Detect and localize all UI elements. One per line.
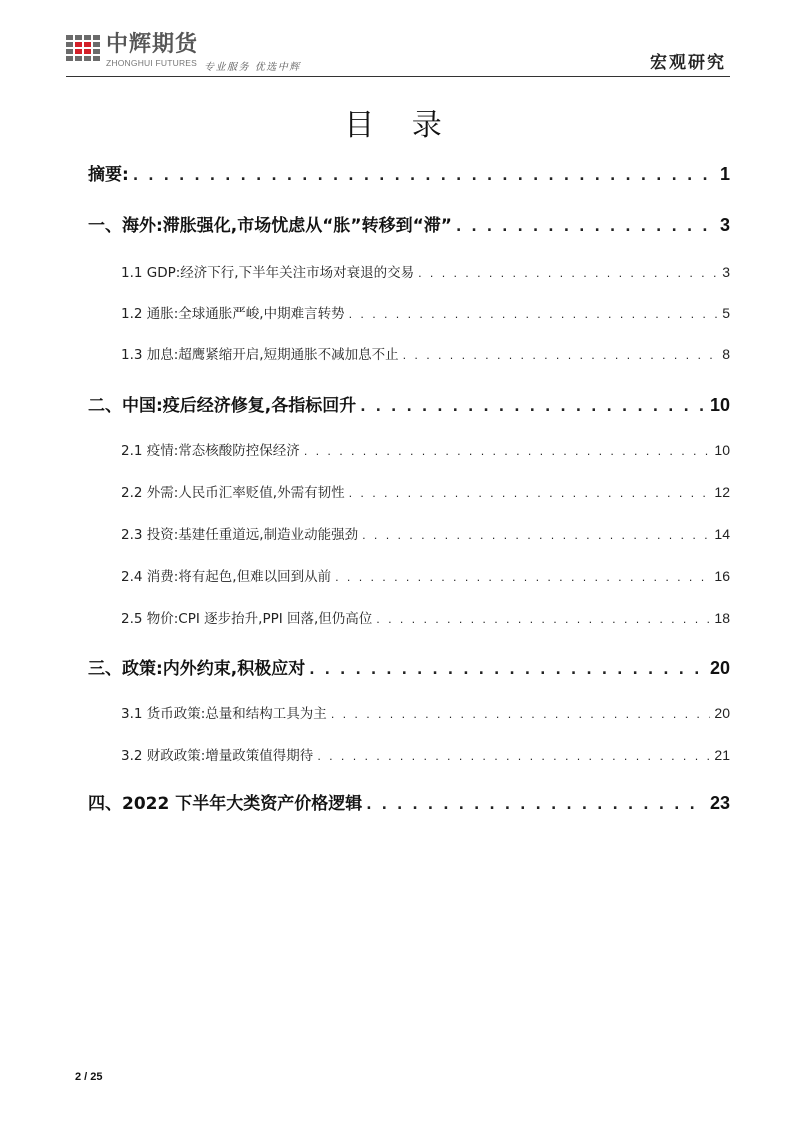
dot-leader bbox=[360, 399, 706, 415]
dot-leader bbox=[317, 750, 710, 763]
page-number: 2 / 25 bbox=[75, 1071, 103, 1083]
toc-entry-label: 摘要: bbox=[88, 165, 129, 185]
page-header bbox=[66, 30, 730, 77]
dot-leader bbox=[331, 708, 711, 721]
toc-entry-2-4[interactable] bbox=[121, 565, 730, 585]
toc-entry-label: 3.1 货币政策:总量和结构工具为主 bbox=[121, 706, 327, 722]
toc-entry-page: 12 bbox=[714, 484, 730, 500]
dot-leader bbox=[456, 219, 716, 235]
toc-entry-3-2[interactable] bbox=[121, 744, 730, 764]
dot-leader bbox=[349, 487, 711, 500]
toc-entry-label: 2.5 物价:CPI 逐步抬升,PPI 回落,但仍高位 bbox=[121, 611, 373, 627]
company-slogan: 专业服务 优选中辉 bbox=[204, 62, 301, 73]
logo-grid-icon bbox=[66, 35, 100, 61]
toc-entry-page: 16 bbox=[714, 568, 730, 584]
toc-entry-label: 1.3 加息:超鹰紧缩开启,短期通胀不减加息不止 bbox=[121, 347, 399, 363]
dot-leader bbox=[376, 613, 710, 626]
toc-entry-1-1[interactable] bbox=[121, 261, 730, 281]
dot-leader bbox=[418, 267, 718, 280]
dot-leader bbox=[349, 308, 719, 321]
toc-entry-page: 18 bbox=[714, 610, 730, 626]
toc-entry-page: 20 bbox=[714, 705, 730, 721]
toc-entry-2-1[interactable] bbox=[121, 439, 730, 459]
toc-entry-page: 5 bbox=[722, 305, 730, 321]
toc-entry-page: 3 bbox=[719, 215, 730, 235]
toc-entry-label: 2.3 投资:基建任重道远,制造业动能强劲 bbox=[121, 527, 359, 543]
toc-entry-page: 10 bbox=[714, 442, 730, 458]
dot-leader bbox=[133, 168, 716, 184]
company-name-cn: 中辉期货 bbox=[106, 32, 199, 57]
toc-entry-label: 1.1 GDP:经济下行,下半年关注市场对衰退的交易 bbox=[121, 265, 415, 281]
section-tag: 宏观研究 bbox=[650, 53, 726, 73]
toc-entry-summary[interactable] bbox=[88, 160, 730, 185]
dot-leader bbox=[309, 662, 706, 678]
toc-entry-section-3[interactable] bbox=[88, 654, 730, 679]
toc-entry-page: 1 bbox=[719, 164, 730, 184]
toc-entry-label: 2.2 外需:人民币汇率贬值,外需有韧性 bbox=[121, 485, 345, 501]
toc-entry-label: 二、中国:疫后经济修复,各指标回升 bbox=[88, 396, 357, 416]
toc-entry-page: 21 bbox=[714, 747, 730, 763]
dot-leader bbox=[366, 797, 706, 813]
toc-entry-label: 2.1 疫情:常态核酸防控保经济 bbox=[121, 443, 300, 459]
dot-leader bbox=[335, 571, 710, 584]
toc-entry-3-1[interactable] bbox=[121, 702, 730, 722]
toc-title: 目 录 bbox=[344, 108, 456, 143]
dot-leader bbox=[304, 445, 711, 458]
toc-entry-2-3[interactable] bbox=[121, 523, 730, 543]
toc-entry-page: 10 bbox=[709, 395, 730, 415]
toc-entry-label: 三、政策:内外约束,积极应对 bbox=[88, 659, 306, 679]
dot-leader bbox=[403, 349, 719, 362]
toc-entry-section-4[interactable] bbox=[88, 789, 730, 814]
toc-entry-section-1[interactable] bbox=[88, 211, 730, 236]
toc-entry-1-2[interactable] bbox=[121, 302, 730, 322]
company-name-en: ZHONGHUI FUTURES bbox=[106, 58, 198, 68]
toc-entry-2-5[interactable] bbox=[121, 607, 730, 627]
toc-entry-label: 3.2 财政政策:增量政策值得期待 bbox=[121, 748, 314, 764]
toc-entry-label: 一、海外:滞胀强化,市场忧虑从“胀”转移到“滞” bbox=[88, 216, 452, 236]
toc-entry-page: 23 bbox=[709, 793, 730, 813]
toc-entry-2-2[interactable] bbox=[121, 481, 730, 501]
dot-leader bbox=[362, 529, 710, 542]
toc-entry-page: 8 bbox=[722, 346, 730, 362]
toc-entry-page: 3 bbox=[722, 264, 730, 280]
company-logo bbox=[66, 33, 301, 73]
toc-entry-page: 14 bbox=[714, 526, 730, 542]
toc-entry-label: 1.2 通胀:全球通胀严峻,中期难言转势 bbox=[121, 306, 345, 322]
toc-entry-1-3[interactable] bbox=[121, 343, 730, 363]
toc-entry-section-2[interactable] bbox=[88, 391, 730, 416]
toc-entry-label: 四、2022 下半年大类资产价格逻辑 bbox=[88, 794, 363, 814]
toc-entry-label: 2.4 消费:将有起色,但难以回到从前 bbox=[121, 569, 332, 585]
toc-entry-page: 20 bbox=[709, 658, 730, 678]
